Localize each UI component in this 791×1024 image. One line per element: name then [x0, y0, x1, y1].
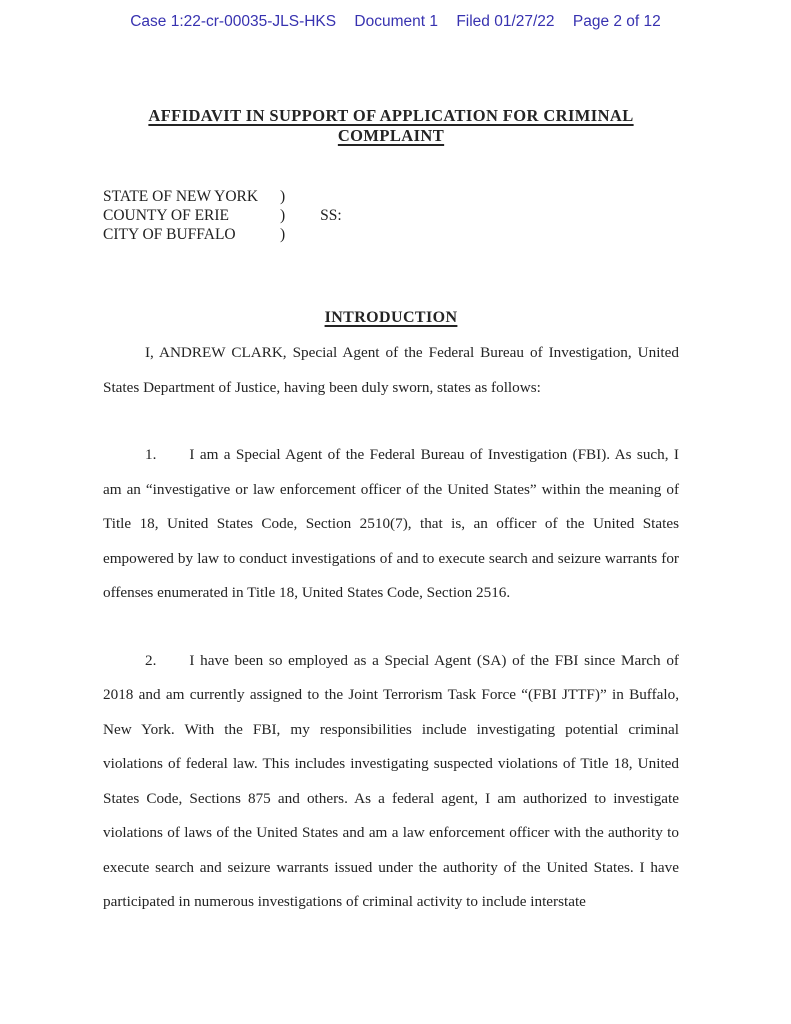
document-number: Document 1: [354, 13, 438, 30]
venue-row-county: [103, 206, 679, 225]
venue-county-label: COUNTY OF ERIE: [103, 207, 230, 224]
paragraph-2: [103, 644, 679, 920]
venue-row-city: [103, 225, 679, 244]
venue-paren: ): [280, 226, 286, 243]
page-number: Page 2 of 12: [572, 13, 661, 30]
venue-block: [103, 187, 679, 244]
paragraph-1: [103, 438, 679, 611]
document-title: AFFIDAVIT IN SUPPORT OF APPLICATION FOR CRIMINAL COMPLAINT: [148, 106, 634, 145]
paragraph-1-number: 1.: [145, 446, 157, 463]
venue-paren: ): [280, 207, 286, 224]
venue-city-label: CITY OF BUFFALO: [103, 226, 236, 243]
venue-paren: ): [280, 188, 286, 205]
case-stamp-header: [0, 0, 791, 31]
filed-date: Filed 01/27/22: [456, 13, 555, 30]
paragraph-1-text: I am a Special Agent of the Federal Bureau of Investigation (FBI). As such, I am an “investigative or law enforcement officer of the United States” within the meaning of Title 18, United States Code, Section 2510(7), that is, an officer of the United States empowered by law to conduct investigations of and to execute search and seizure warrants for offenses enumerated in Title 18, United States Code, Section 2516.: [103, 446, 679, 601]
paragraph-2-number: 2.: [145, 651, 157, 669]
section-heading-introduction: INTRODUCTION: [324, 309, 458, 326]
venue-state-label: STATE OF NEW YORK: [103, 188, 259, 205]
sworn-statement: I, ANDREW CLARK, Special Agent of the Federal Bureau of Investigation, United States Department of Justice, having been duly sworn, states as follows:: [103, 344, 679, 396]
paragraph-2-text: I have been so employed as a Special Agent (SA) of the FBI since March of 2018 and am currently assigned to the Joint Terrorism Task Force “(FBI JTTF)” in Buffalo, New York. With the FBI, my responsibilities include investigating potential criminal violations of federal law. This includes investigating suspected violations of Title 18, United States Code, Sections 875 and others. As a federal agent, I am authorized to investigate violations of laws of the United States and am a law enforcement officer with the authority to execute search and seizure warrants issued under the authority of the United States. I have participated in numerous investigations of criminal activity to include interstate: [103, 651, 679, 910]
venue-row-state: [103, 187, 679, 206]
venue-ss-label: SS:: [320, 207, 342, 224]
document-body: [0, 106, 791, 920]
case-number: Case 1:22-cr-00035-JLS-HKS: [130, 13, 337, 30]
